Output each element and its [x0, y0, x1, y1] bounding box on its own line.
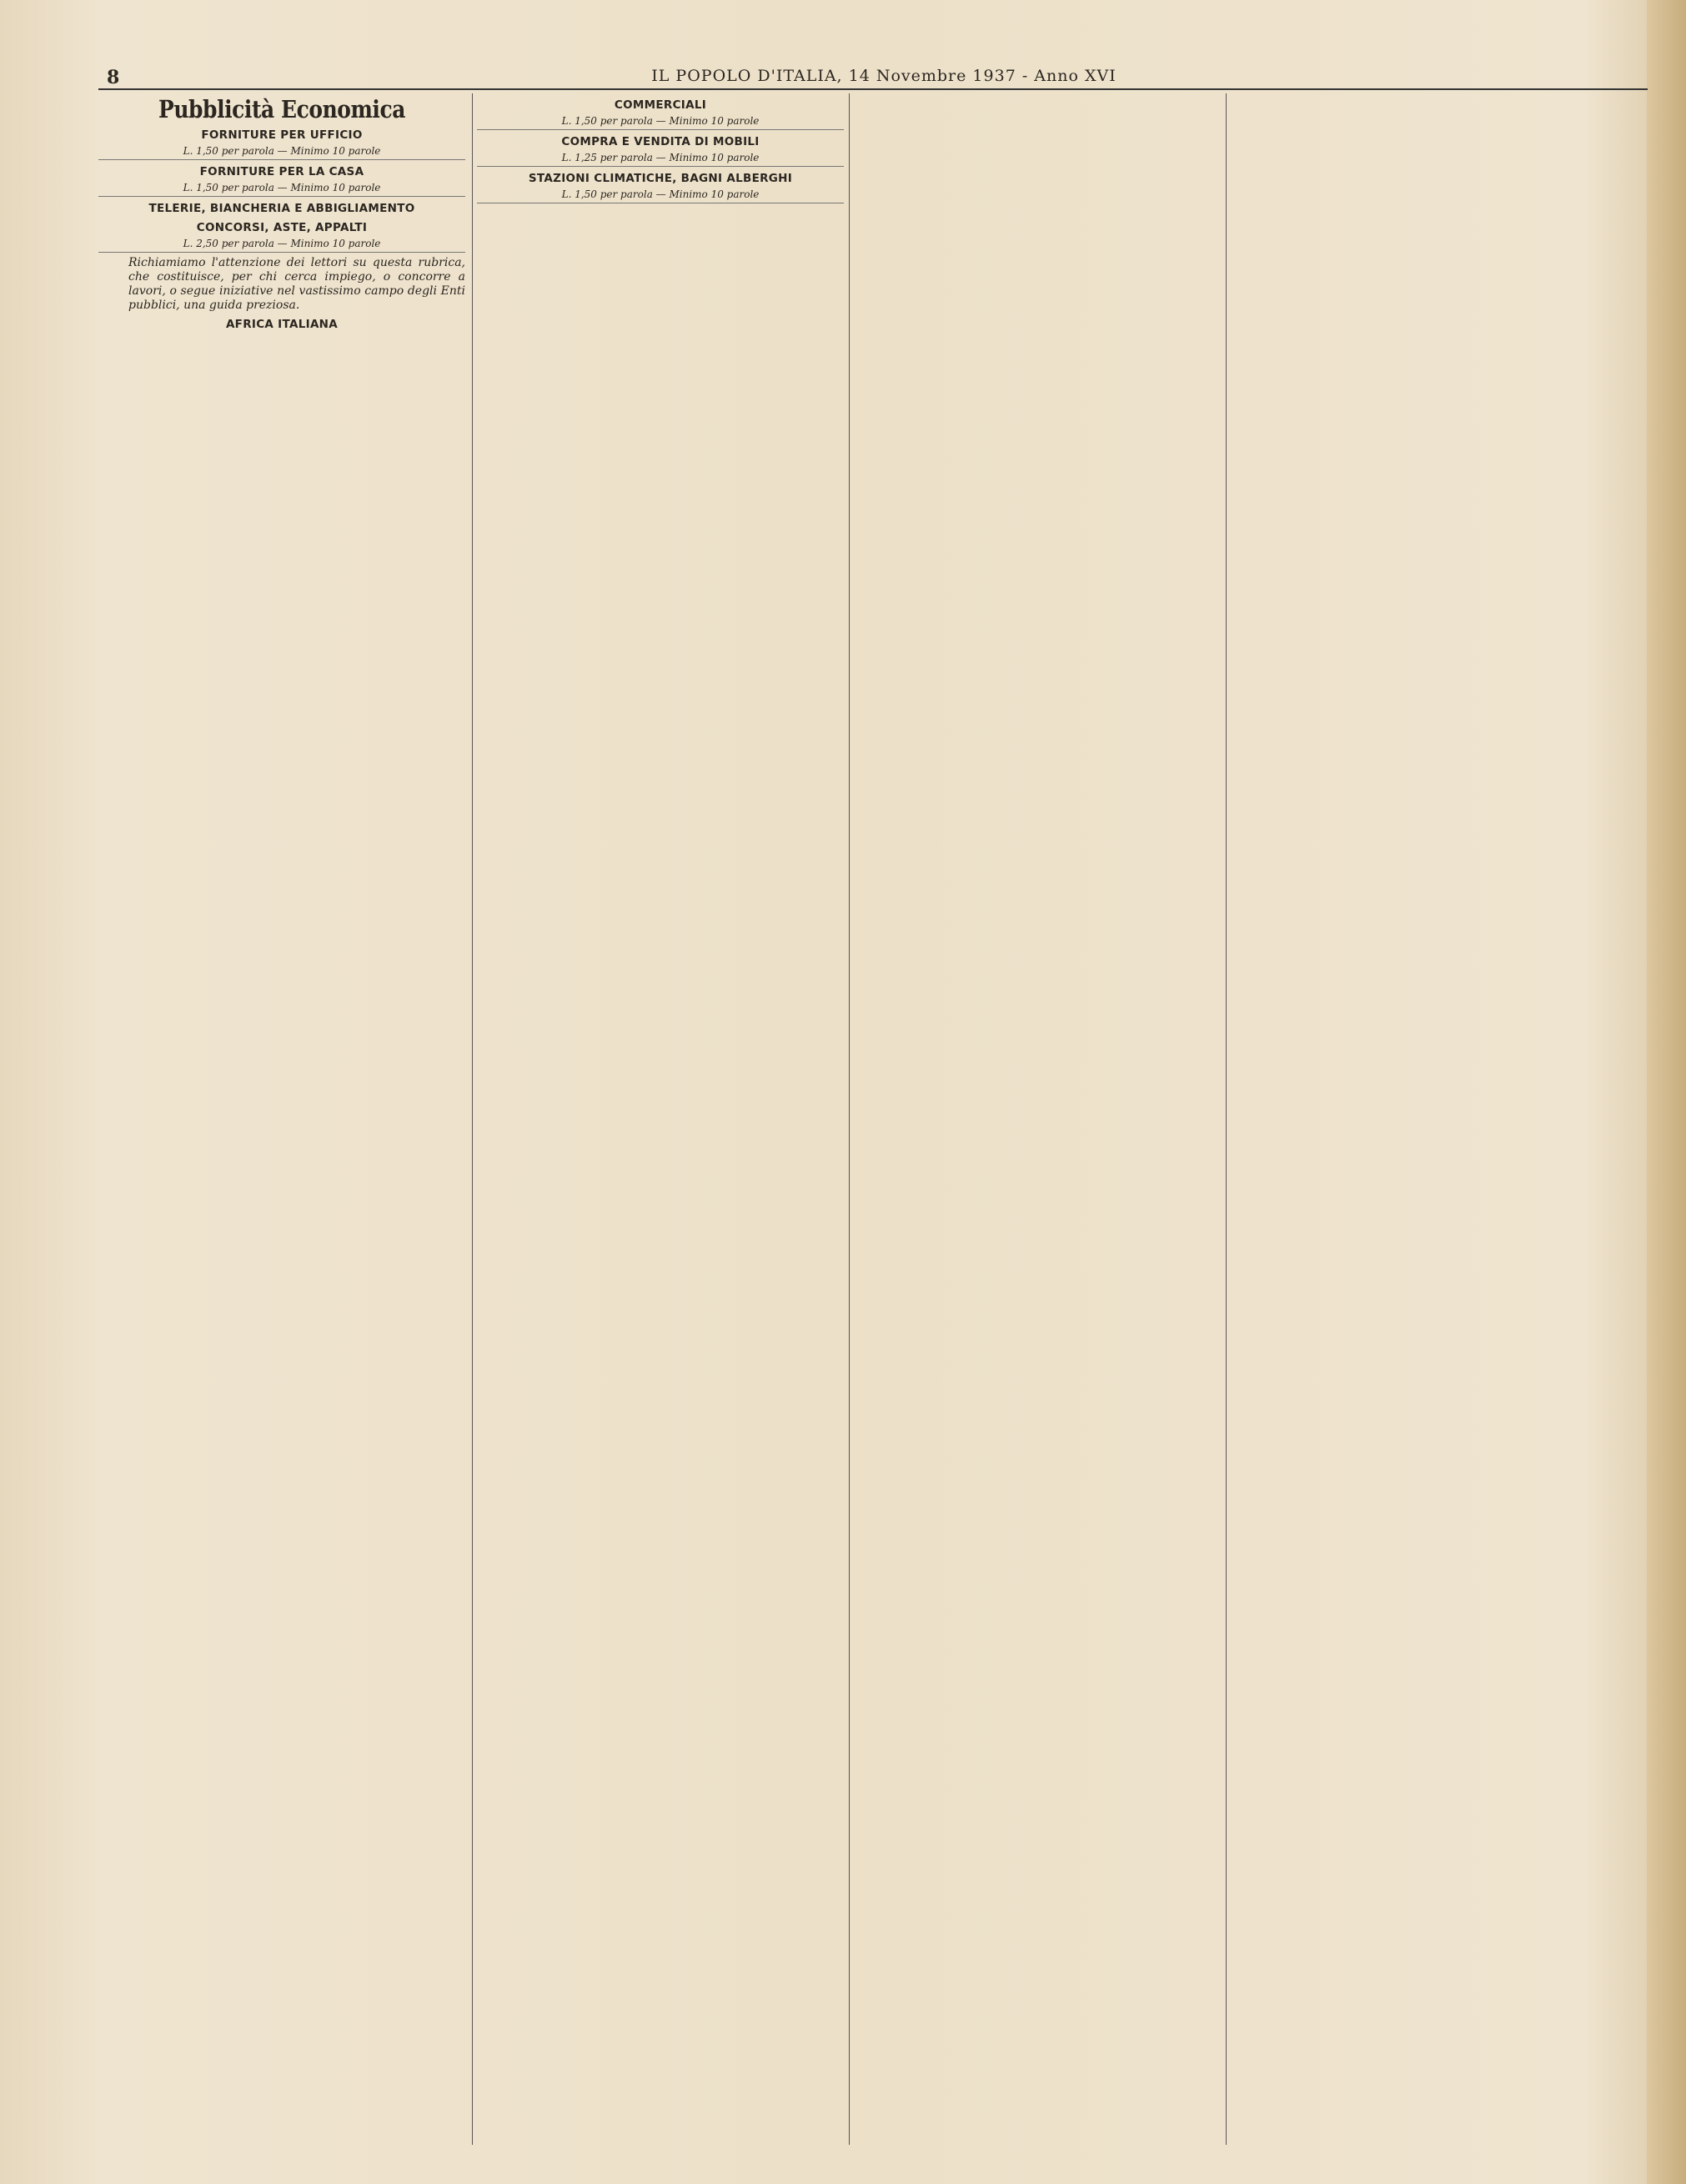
section-title: Pubblicità Economica: [158, 95, 405, 123]
column-rule: [472, 93, 473, 2145]
editorial-notice: Richiamiamo l'attenzione dei lettori su questa rubrica, che costituisce, per chi cerca impiego, o concorre a lavori, o segue iniziative nel vastissimo campo degli Enti pubblici, una guida preziosa.: [128, 256, 465, 312]
masthead: IL POPOLO D'ITALIA, 14 Novembre 1937 - Anno XVI: [651, 67, 1116, 85]
column-3: [854, 93, 1221, 2145]
column-rule: [849, 93, 850, 2145]
rate-line: L. 1,50 per parola — Minimo 10 parole: [98, 145, 465, 160]
section-header: AFRICA ITALIANA: [225, 318, 339, 331]
page-number: 8: [107, 67, 120, 88]
section-header: COMMERCIALI: [614, 98, 707, 112]
rate-line: L. 1,50 per parola — Minimo 10 parole: [477, 188, 844, 203]
section-header: CONCORSI, ASTE, APPALTI: [196, 221, 368, 234]
section-header: FORNITURE PER LA CASA: [199, 165, 364, 178]
rate-line: L. 2,50 per parola — Minimo 10 parole: [98, 238, 465, 253]
section-header: COMPRA E VENDITA DI MOBILI: [561, 135, 760, 148]
column-1: [98, 93, 465, 2145]
rate-line: L. 1,25 per parola — Minimo 10 parole: [477, 152, 844, 167]
section-header: FORNITURE PER UFFICIO: [201, 128, 363, 142]
column-rule: [1226, 93, 1227, 2145]
rate-line: L. 1,50 per parola — Minimo 10 parole: [98, 182, 465, 197]
rate-line: L. 1,50 per parola — Minimo 10 parole: [477, 115, 844, 130]
masthead-rule: [98, 88, 1648, 90]
column-4: [1231, 93, 1598, 2145]
section-header: TELERIE, BIANCHERIA E ABBIGLIAMENTO: [148, 202, 415, 215]
binding-edge: [1647, 0, 1686, 2184]
section-header: STAZIONI CLIMATICHE, BAGNI ALBERGHI: [528, 172, 793, 185]
column-2: [477, 93, 844, 2145]
